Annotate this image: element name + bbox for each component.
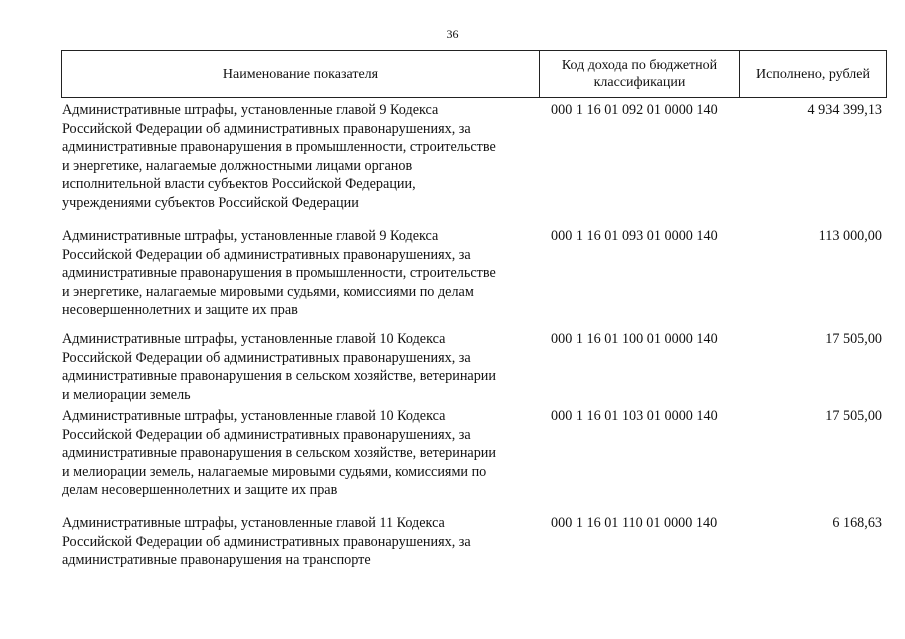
row-amount: 17 505,00 bbox=[825, 408, 882, 424]
header-amount: Исполнено, рублей bbox=[756, 66, 870, 82]
header-name: Наименование показателя bbox=[62, 51, 540, 97]
row-amount: 113 000,00 bbox=[818, 228, 882, 244]
row-name: Административные штрафы, установленные главой 9 Кодекса Российской Федерации об административных правонарушениях, за административные правонарушения в промышленности, строительстве и энергетике, налагаемые мировыми судьями, комиссиями по делам несовершеннолетних и защите их прав bbox=[62, 228, 496, 319]
row-name: Административные штрафы, установленные главой 9 Кодекса Российской Федерации об административных правонарушениях, за административные правонарушения в промышленности, строительстве и энергетике, налагаемые должностными лицами органов исполнительной власти субъектов Российской Федерации, учреждениями субъектов Российской Федерации bbox=[62, 102, 496, 211]
row-amount: 6 168,63 bbox=[832, 515, 882, 531]
row-code: 000 1 16 01 093 01 0000 140 bbox=[551, 228, 718, 244]
header-code: Код дохода по бюджетной классификации bbox=[540, 51, 740, 97]
row-amount: 17 505,00 bbox=[825, 331, 882, 347]
row-name: Административные штрафы, установленные главой 10 Кодекса Российской Федерации об административных правонарушениях, за административные правонарушения в сельском хозяйстве, ветеринарии и мелиорации земель bbox=[62, 331, 496, 403]
row-code: 000 1 16 01 092 01 0000 140 bbox=[551, 102, 718, 118]
row-code: 000 1 16 01 103 01 0000 140 bbox=[551, 408, 718, 424]
row-code: 000 1 16 01 110 01 0000 140 bbox=[551, 515, 718, 531]
page-number: 36 bbox=[446, 27, 459, 41]
table-header bbox=[61, 50, 887, 98]
row-name: Административные штрафы, установленные главой 10 Кодекса Российской Федерации об административных правонарушениях, за административные правонарушения в сельском хозяйстве, ветеринарии и мелиорации земель, налагаемые мировыми судьями, комиссиями по делам несовершеннолетних и защите их прав bbox=[62, 408, 496, 499]
row-code: 000 1 16 01 100 01 0000 140 bbox=[551, 331, 718, 347]
row-amount: 4 934 399,13 bbox=[807, 102, 882, 118]
row-name: Административные штрафы, установленные главой 11 Кодекса Российской Федерации об административных правонарушениях, за административные правонарушения на транспорте bbox=[62, 515, 471, 569]
